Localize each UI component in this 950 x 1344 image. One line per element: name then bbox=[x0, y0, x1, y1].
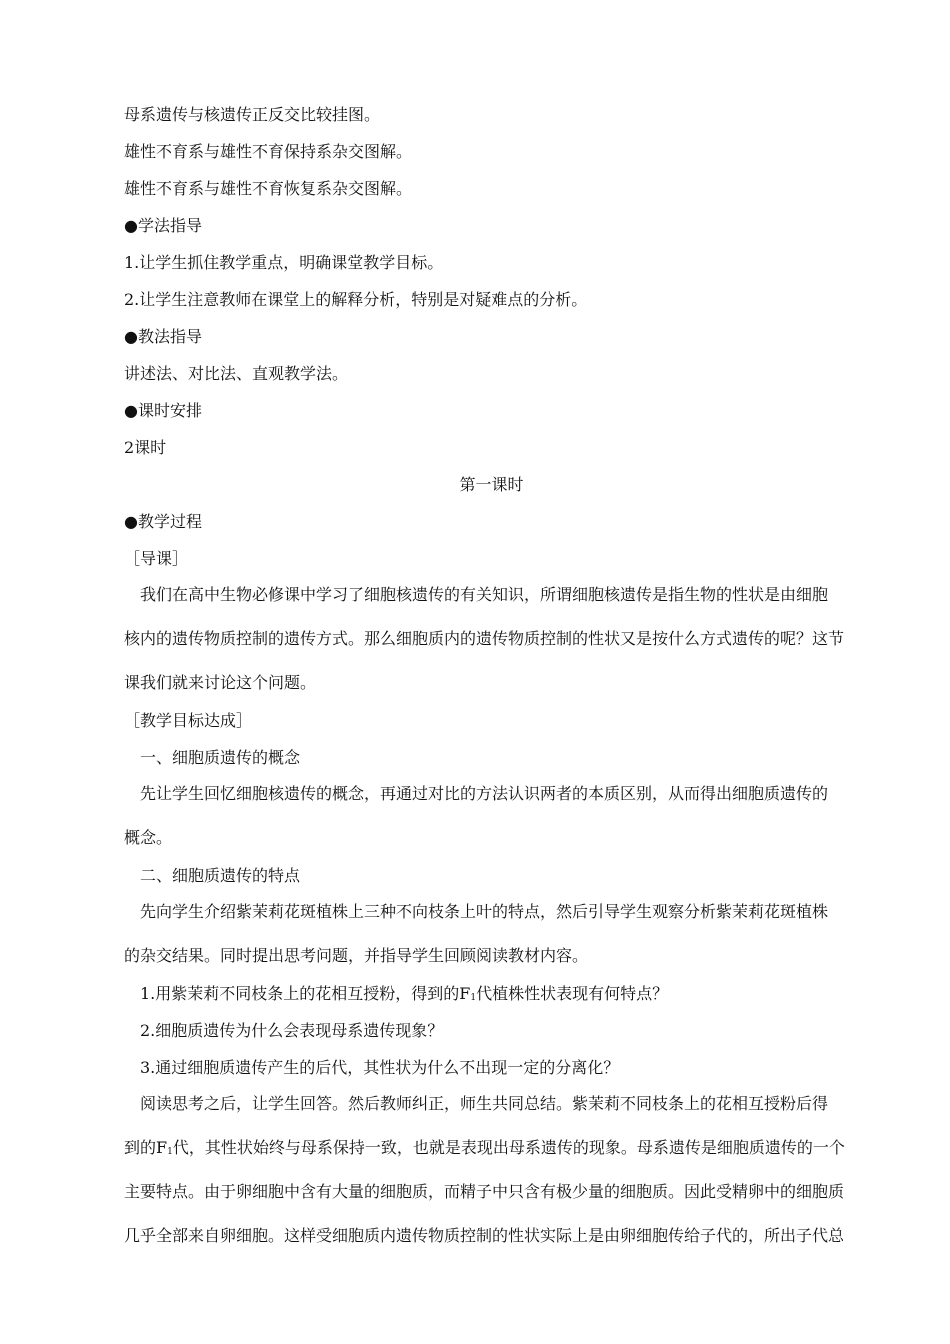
paragraph-line: 概念。 bbox=[124, 828, 173, 847]
paragraph-text: 代，其性状始终与母系保持一致，也就是表现出母系遗传的现象。母系遗传是细胞质遗传的一个 bbox=[172, 1138, 845, 1157]
question-text: 1.用紫茉莉不同枝条上的花相互授粉，得到的F bbox=[124, 984, 471, 1003]
paragraph-line: 阅读思考之后，让学生回答。然后教师纠正，师生共同总结。紫茉莉不同枝条上的花相互授粉后得 bbox=[124, 1094, 829, 1113]
paragraph-line: 先让学生回忆细胞核遗传的概念，再通过对比的方法认识两者的本质区别，从而得出细胞质遗传的 bbox=[124, 784, 829, 803]
paragraph-line: 核内的遗传物质控制的遗传方式。那么细胞质内的遗传物质控制的性状又是按什么方式遗传的呢？这节 bbox=[124, 629, 845, 648]
subscript: 1 bbox=[167, 1147, 173, 1157]
topic-heading: 二、细胞质遗传的特点 bbox=[124, 866, 301, 885]
paragraph-intro bbox=[124, 573, 859, 705]
document-page bbox=[124, 96, 859, 1255]
paragraph-text: 到的F bbox=[124, 1138, 168, 1157]
question-text: 代植株性状表现有何特点？ bbox=[476, 984, 669, 1003]
text-line: 2.让学生注意教师在课堂上的解释分析，特别是对疑难点的分析。 bbox=[124, 290, 588, 309]
section-heading: ●教学过程 bbox=[124, 512, 202, 531]
text-line: 2课时 bbox=[124, 438, 167, 457]
section-heading: ●学法指导 bbox=[124, 216, 202, 235]
text-line: 雄性不育系与雄性不育保持系杂交图解。 bbox=[124, 142, 413, 161]
text-line: 讲述法、对比法、直观教学法。 bbox=[124, 364, 349, 383]
text-line: 母系遗传与核遗传正反交比较挂图。 bbox=[124, 105, 381, 124]
paragraph-line: 几乎全部来自卵细胞。这样受细胞质内遗传物质控制的性状实际上是由卵细胞传给子代的，所出子代总 bbox=[124, 1226, 845, 1245]
subscript: 1 bbox=[470, 993, 477, 1003]
paragraph-line: 课我们就来讨论这个问题。 bbox=[124, 673, 317, 692]
topic-heading: 一、细胞质遗传的概念 bbox=[124, 748, 301, 767]
subsection-heading: ［教学目标达成］ bbox=[124, 711, 253, 730]
paragraph-line bbox=[124, 1126, 859, 1170]
question-2: 2.细胞质遗传为什么会表现母系遗传现象？ bbox=[124, 1021, 444, 1040]
paragraph-concept bbox=[124, 772, 859, 860]
paragraph-line: 先向学生介绍紫茉莉花斑植株上三种不向枝条上叶的特点，然后引导学生观察分析紫茉莉花斑植株 bbox=[124, 902, 829, 921]
paragraph-line: 主要特点。由于卵细胞中含有大量的细胞质，而精子中只含有极少量的细胞质。因此受精卵中的细胞质 bbox=[124, 1182, 845, 1201]
section-heading: ●教法指导 bbox=[124, 327, 202, 346]
question-3: 3.通过细胞质遗传产生的后代，其性状为什么不出现一定的分离化？ bbox=[124, 1058, 620, 1077]
lesson-title: 第一课时 bbox=[459, 475, 524, 494]
paragraph-line: 的杂交结果。同时提出思考问题，并指导学生回顾阅读教材内容。 bbox=[124, 946, 589, 965]
text-line: 雄性不育系与雄性不育恢复系杂交图解。 bbox=[124, 179, 413, 198]
text-line: 1.让学生抓住教学重点，明确课堂教学目标。 bbox=[124, 253, 444, 272]
section-heading: ●课时安排 bbox=[124, 401, 202, 420]
subsection-heading: ［导课］ bbox=[124, 549, 189, 568]
paragraph-features bbox=[124, 890, 859, 978]
question-1 bbox=[124, 975, 859, 1012]
paragraph-summary bbox=[124, 1082, 859, 1258]
paragraph-line: 我们在高中生物必修课中学习了细胞核遗传的有关知识，所谓细胞核遗传是指生物的性状是由细胞 bbox=[124, 585, 829, 604]
